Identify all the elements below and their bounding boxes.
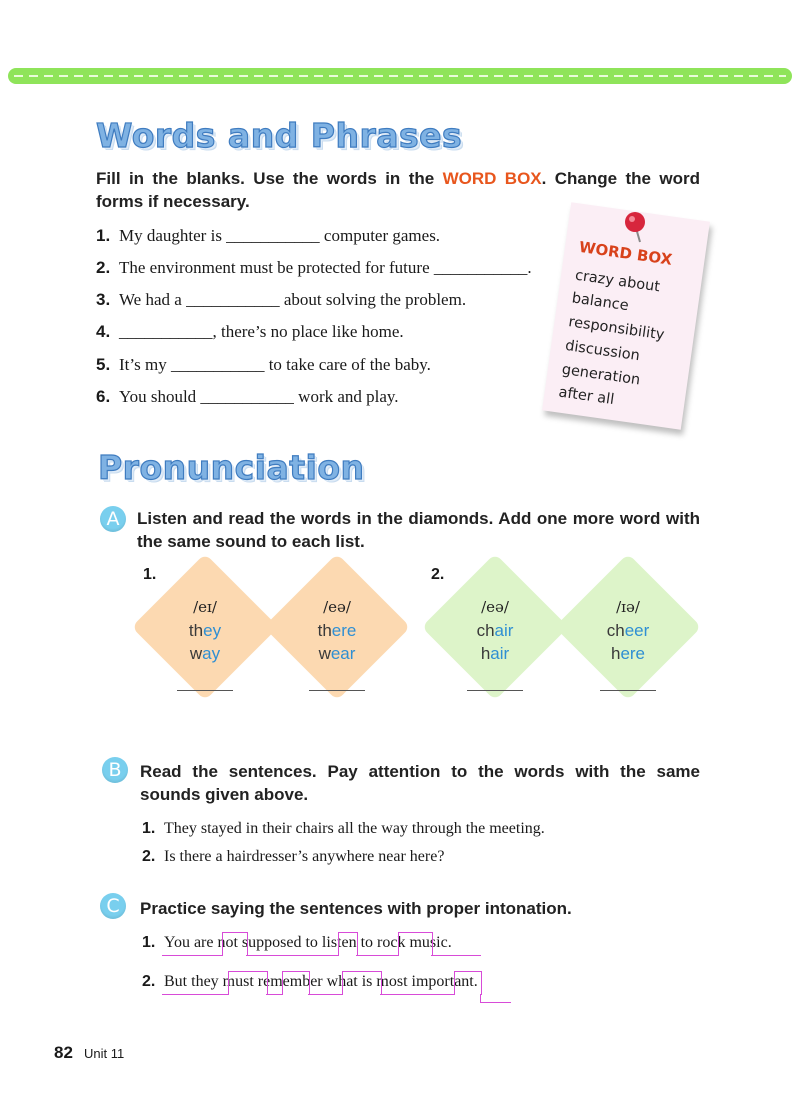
- sentence-text: They stayed in their chairs all the way through the meeting.: [164, 820, 545, 837]
- word-stem: th: [188, 621, 204, 640]
- word-box-title: WORD BOX: [577, 237, 674, 269]
- intonation-mark: [454, 971, 482, 995]
- instruction-text-end: . Change the word forms if necessary.: [96, 169, 700, 211]
- word-sound: ere: [620, 644, 646, 663]
- page-number: 82: [54, 1043, 73, 1062]
- sentence: [142, 848, 444, 866]
- set-2-label: 2.: [431, 566, 445, 583]
- intonation-mark: [308, 994, 342, 995]
- answer-blank[interactable]: [309, 690, 365, 691]
- intonation-mark: [431, 955, 481, 956]
- diamond-word: [282, 621, 392, 641]
- part-b-instruction: Read the sentences. Pay attention to the words with the same sounds given above.: [140, 762, 700, 804]
- diamond-word: [573, 644, 683, 664]
- instruction-text: Fill in the blanks. Use the words in the: [96, 169, 435, 188]
- intonation-mark: [222, 932, 248, 956]
- word-box-word: responsibility: [567, 314, 666, 344]
- intonation-mark: [162, 994, 228, 995]
- part-c-instruction: Practice saying the sentences with proper intonation.: [140, 899, 572, 918]
- answer-blank[interactable]: [177, 690, 233, 691]
- diamond-word: [282, 644, 392, 664]
- diamond-content: [282, 598, 392, 664]
- diamond-word: [150, 644, 260, 664]
- intonation-mark: [246, 955, 338, 956]
- diamond-word: [150, 621, 260, 641]
- item-text: We had a ___________ about solving the problem.: [119, 290, 467, 309]
- push-pin-icon: [622, 210, 650, 244]
- answer-blank[interactable]: [467, 690, 523, 691]
- word-sound: air: [494, 621, 514, 640]
- item-text: My daughter is ___________ computer games.: [119, 226, 441, 245]
- sentence-text: You are not supposed to listen to rock music.: [164, 934, 452, 951]
- word-stem: w: [189, 644, 203, 663]
- phonetic-symbol: /eɪ/: [193, 598, 217, 616]
- intonation-mark: [228, 971, 268, 995]
- sentence-text: But they must remember what is most important.: [164, 973, 478, 990]
- answer-blank[interactable]: [600, 690, 656, 691]
- diamond-content: [440, 598, 550, 664]
- intonation-mark: [338, 932, 358, 956]
- item-number: 6.: [96, 387, 111, 406]
- exercise-item: [96, 290, 466, 312]
- diamond-word: [573, 621, 683, 641]
- pronunciation-title: Pronunciation: [98, 448, 365, 487]
- word-sound: air: [490, 644, 510, 663]
- intonation-mark: [162, 955, 222, 956]
- phonetic-symbol: /eə/: [323, 598, 351, 616]
- word-stem: ch: [476, 621, 495, 640]
- exercise-item: [96, 258, 532, 280]
- sentence-number: 1.: [142, 934, 156, 951]
- word-stem: th: [317, 621, 332, 640]
- diamond-content: [150, 598, 260, 664]
- item-text: The environment must be protected for future ___________.: [119, 258, 532, 277]
- word-stem: w: [318, 644, 331, 663]
- word-box-word: balance: [570, 290, 630, 315]
- word-sound: ey: [203, 621, 222, 640]
- word-box-reference: WORD BOX: [442, 169, 542, 188]
- diamond-word: [440, 644, 550, 664]
- diamond-content: [573, 598, 683, 664]
- exercise-item: [96, 355, 431, 377]
- intonation-mark: [266, 994, 282, 995]
- intonation-mark: [380, 994, 454, 995]
- word-stem: h: [610, 644, 621, 663]
- word-box-word: discussion: [564, 337, 641, 365]
- sentence: [142, 820, 545, 838]
- word-stem: h: [480, 644, 491, 663]
- item-number: 2.: [96, 258, 111, 277]
- sentence-text: Is there a hairdresser’s anywhere near here?: [164, 848, 445, 865]
- intonation-mark: [356, 955, 398, 956]
- exercise-item: [96, 226, 440, 248]
- exercise-item: [96, 387, 399, 409]
- item-number: 4.: [96, 322, 111, 341]
- part-a-instruction: Listen and read the words in the diamonds. Add one more word with the same sound to each list.: [137, 509, 700, 551]
- word-box-word: crazy about: [574, 267, 661, 296]
- intonation-mark: [398, 932, 433, 956]
- word-sound: eer: [624, 621, 650, 640]
- sentence-number: 1.: [142, 820, 156, 837]
- word-box-word: after all: [557, 384, 616, 409]
- intonation-mark: [342, 971, 382, 995]
- diamond-word: [440, 621, 550, 641]
- word-sound: ear: [330, 644, 356, 663]
- words-and-phrases-title: Words and Phrases: [96, 116, 463, 155]
- item-number: 3.: [96, 290, 111, 309]
- word-sound: ere: [331, 621, 357, 640]
- exercise-item: [96, 322, 404, 344]
- phonetic-symbol: /ɪə/: [616, 598, 640, 616]
- intonation-mark: [480, 994, 511, 1003]
- part-a-badge: A: [100, 506, 126, 532]
- part-b-badge: B: [102, 757, 128, 783]
- item-text: You should ___________ work and play.: [119, 387, 399, 406]
- unit-label: Unit 11: [84, 1046, 125, 1061]
- word-sound: ay: [202, 644, 221, 663]
- item-number: 1.: [96, 226, 111, 245]
- word-box-word: generation: [560, 361, 642, 389]
- item-text: ___________, there’s no place like home.: [119, 322, 404, 341]
- words-instruction: [96, 167, 700, 213]
- item-number: 5.: [96, 355, 111, 374]
- part-c-badge: C: [100, 893, 126, 919]
- sentence-number: 2.: [142, 848, 156, 865]
- item-text: It’s my ___________ to take care of the baby.: [119, 355, 431, 374]
- top-decorative-stripe: [8, 66, 792, 86]
- phonetic-symbol: /eə/: [481, 598, 509, 616]
- intonation-mark: [282, 971, 310, 995]
- sentence-number: 2.: [142, 973, 156, 990]
- set-1-label: 1.: [143, 566, 157, 583]
- word-stem: ch: [606, 621, 625, 640]
